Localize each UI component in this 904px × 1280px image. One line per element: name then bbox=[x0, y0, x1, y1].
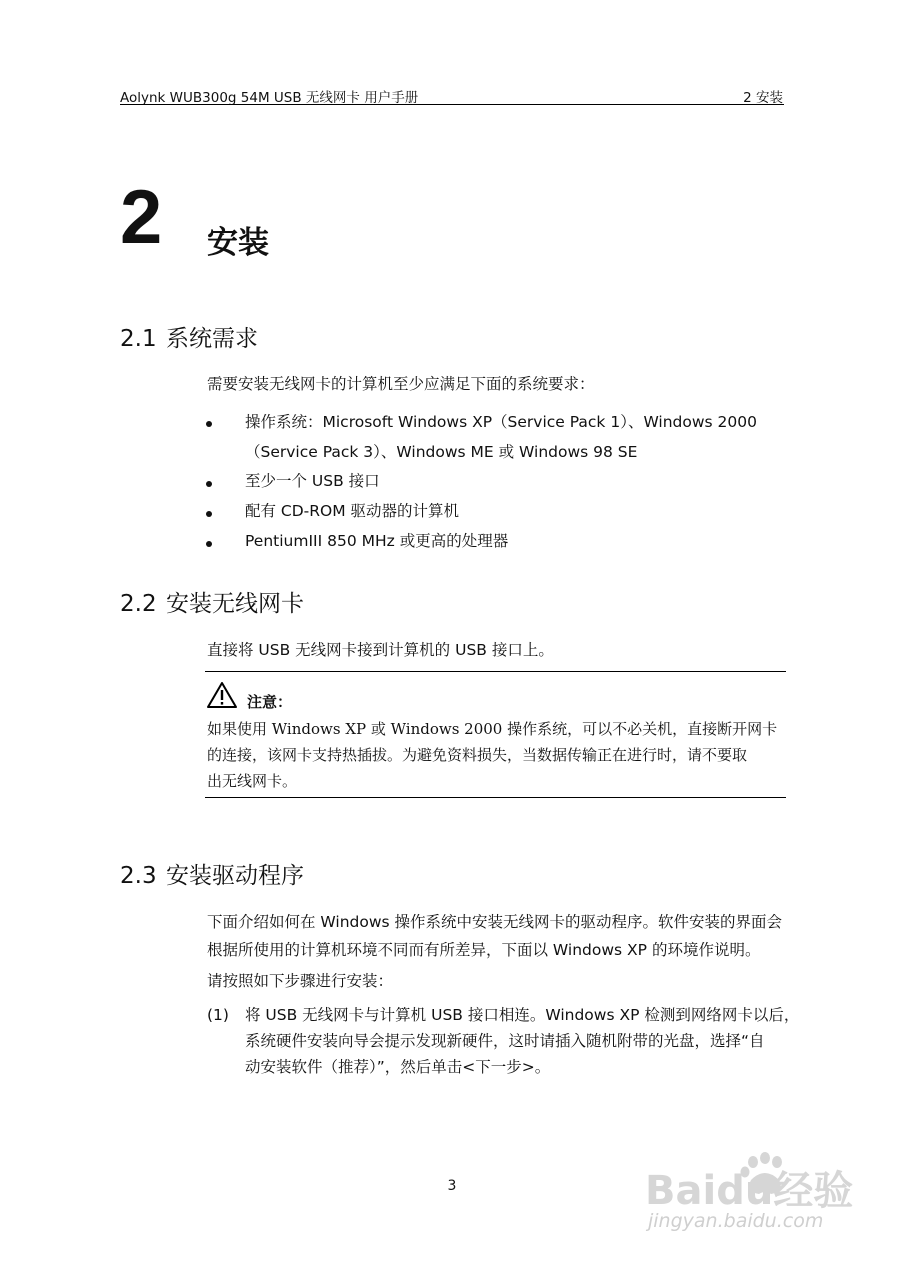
section-title: 安装驱动程序 bbox=[166, 863, 304, 889]
driver-intro-line: 下面介绍如何在 Windows 操作系统中安装无线网卡的驱动程序。软件安装的界面会 bbox=[207, 913, 783, 931]
warning-icon bbox=[206, 681, 238, 709]
bullet-icon bbox=[206, 481, 212, 487]
section-number: 2.2 bbox=[120, 591, 157, 617]
list-item: 至少一个 USB 接口 bbox=[245, 472, 380, 490]
note-bottom-rule bbox=[205, 797, 786, 798]
step-line: 将 USB 无线网卡与计算机 USB 接口相连。Windows XP 检测到网络网卡以后， bbox=[245, 1006, 800, 1024]
note-line: 的连接，该网卡支持热插拔。为避免资料损失，当数据传输正在进行时，请不要取 bbox=[207, 746, 748, 764]
note-label: 注意： bbox=[247, 693, 293, 711]
bullet-icon bbox=[206, 511, 212, 517]
note-line: 出无线网卡。 bbox=[207, 772, 298, 790]
header-title: Aolynk WUB300g 54M USB 无线网卡 用户手册 bbox=[120, 90, 419, 106]
bullet-icon bbox=[206, 421, 212, 427]
watermark-brand-text: Baidu经验 bbox=[645, 1168, 854, 1214]
section-heading-2-3 bbox=[120, 857, 304, 890]
list-item: 操作系统：Microsoft Windows XP（Service Pack 1）、Windows 2000（Service Pack 3）、Windows ME 或 Windows 98 SE bbox=[245, 413, 758, 461]
requirements-intro: 需要安装无线网卡的计算机至少应满足下面的系统要求： bbox=[207, 375, 595, 393]
chapter-title: 安装 bbox=[207, 225, 269, 261]
watermark-url: jingyan.baidu.com bbox=[648, 1210, 824, 1232]
install-card-text: 直接将 USB 无线网卡接到计算机的 USB 接口上。 bbox=[207, 641, 554, 659]
section-heading-2-2 bbox=[120, 585, 304, 618]
step-text bbox=[245, 1002, 800, 1080]
steps-intro: 请按照如下步骤进行安装： bbox=[207, 972, 394, 990]
step-number: (1) bbox=[207, 1006, 229, 1024]
header-divider bbox=[120, 104, 784, 105]
bullet-icon bbox=[206, 541, 212, 547]
step-line: 系统硬件安装向导会提示发现新硬件，这时请插入随机附带的光盘，选择“自 bbox=[245, 1032, 765, 1050]
page-number: 3 bbox=[447, 1178, 457, 1194]
section-heading-2-1 bbox=[120, 320, 258, 353]
list-item: PentiumIII 850 MHz 或更高的处理器 bbox=[245, 532, 509, 550]
section-title: 系统需求 bbox=[166, 326, 258, 352]
header-chapter: 2 安装 bbox=[743, 90, 783, 106]
note-top-rule bbox=[205, 671, 786, 672]
driver-intro-line: 根据所使用的计算机环境不同而有所差异，下面以 Windows XP 的环境作说明。 bbox=[207, 941, 761, 959]
section-number: 2.3 bbox=[120, 863, 157, 889]
section-title: 安装无线网卡 bbox=[166, 591, 304, 617]
step-line: 动安装软件（推荐）”，然后单击<下一步>。 bbox=[245, 1058, 551, 1076]
chapter-number: 2 bbox=[120, 175, 163, 260]
list-item: 配有 CD-ROM 驱动器的计算机 bbox=[245, 502, 460, 520]
note-line: 如果使用 Windows XP 或 Windows 2000 操作系统，可以不必关机，直接断开网卡 bbox=[207, 720, 778, 738]
section-number: 2.1 bbox=[120, 326, 157, 352]
note-body bbox=[207, 716, 785, 794]
